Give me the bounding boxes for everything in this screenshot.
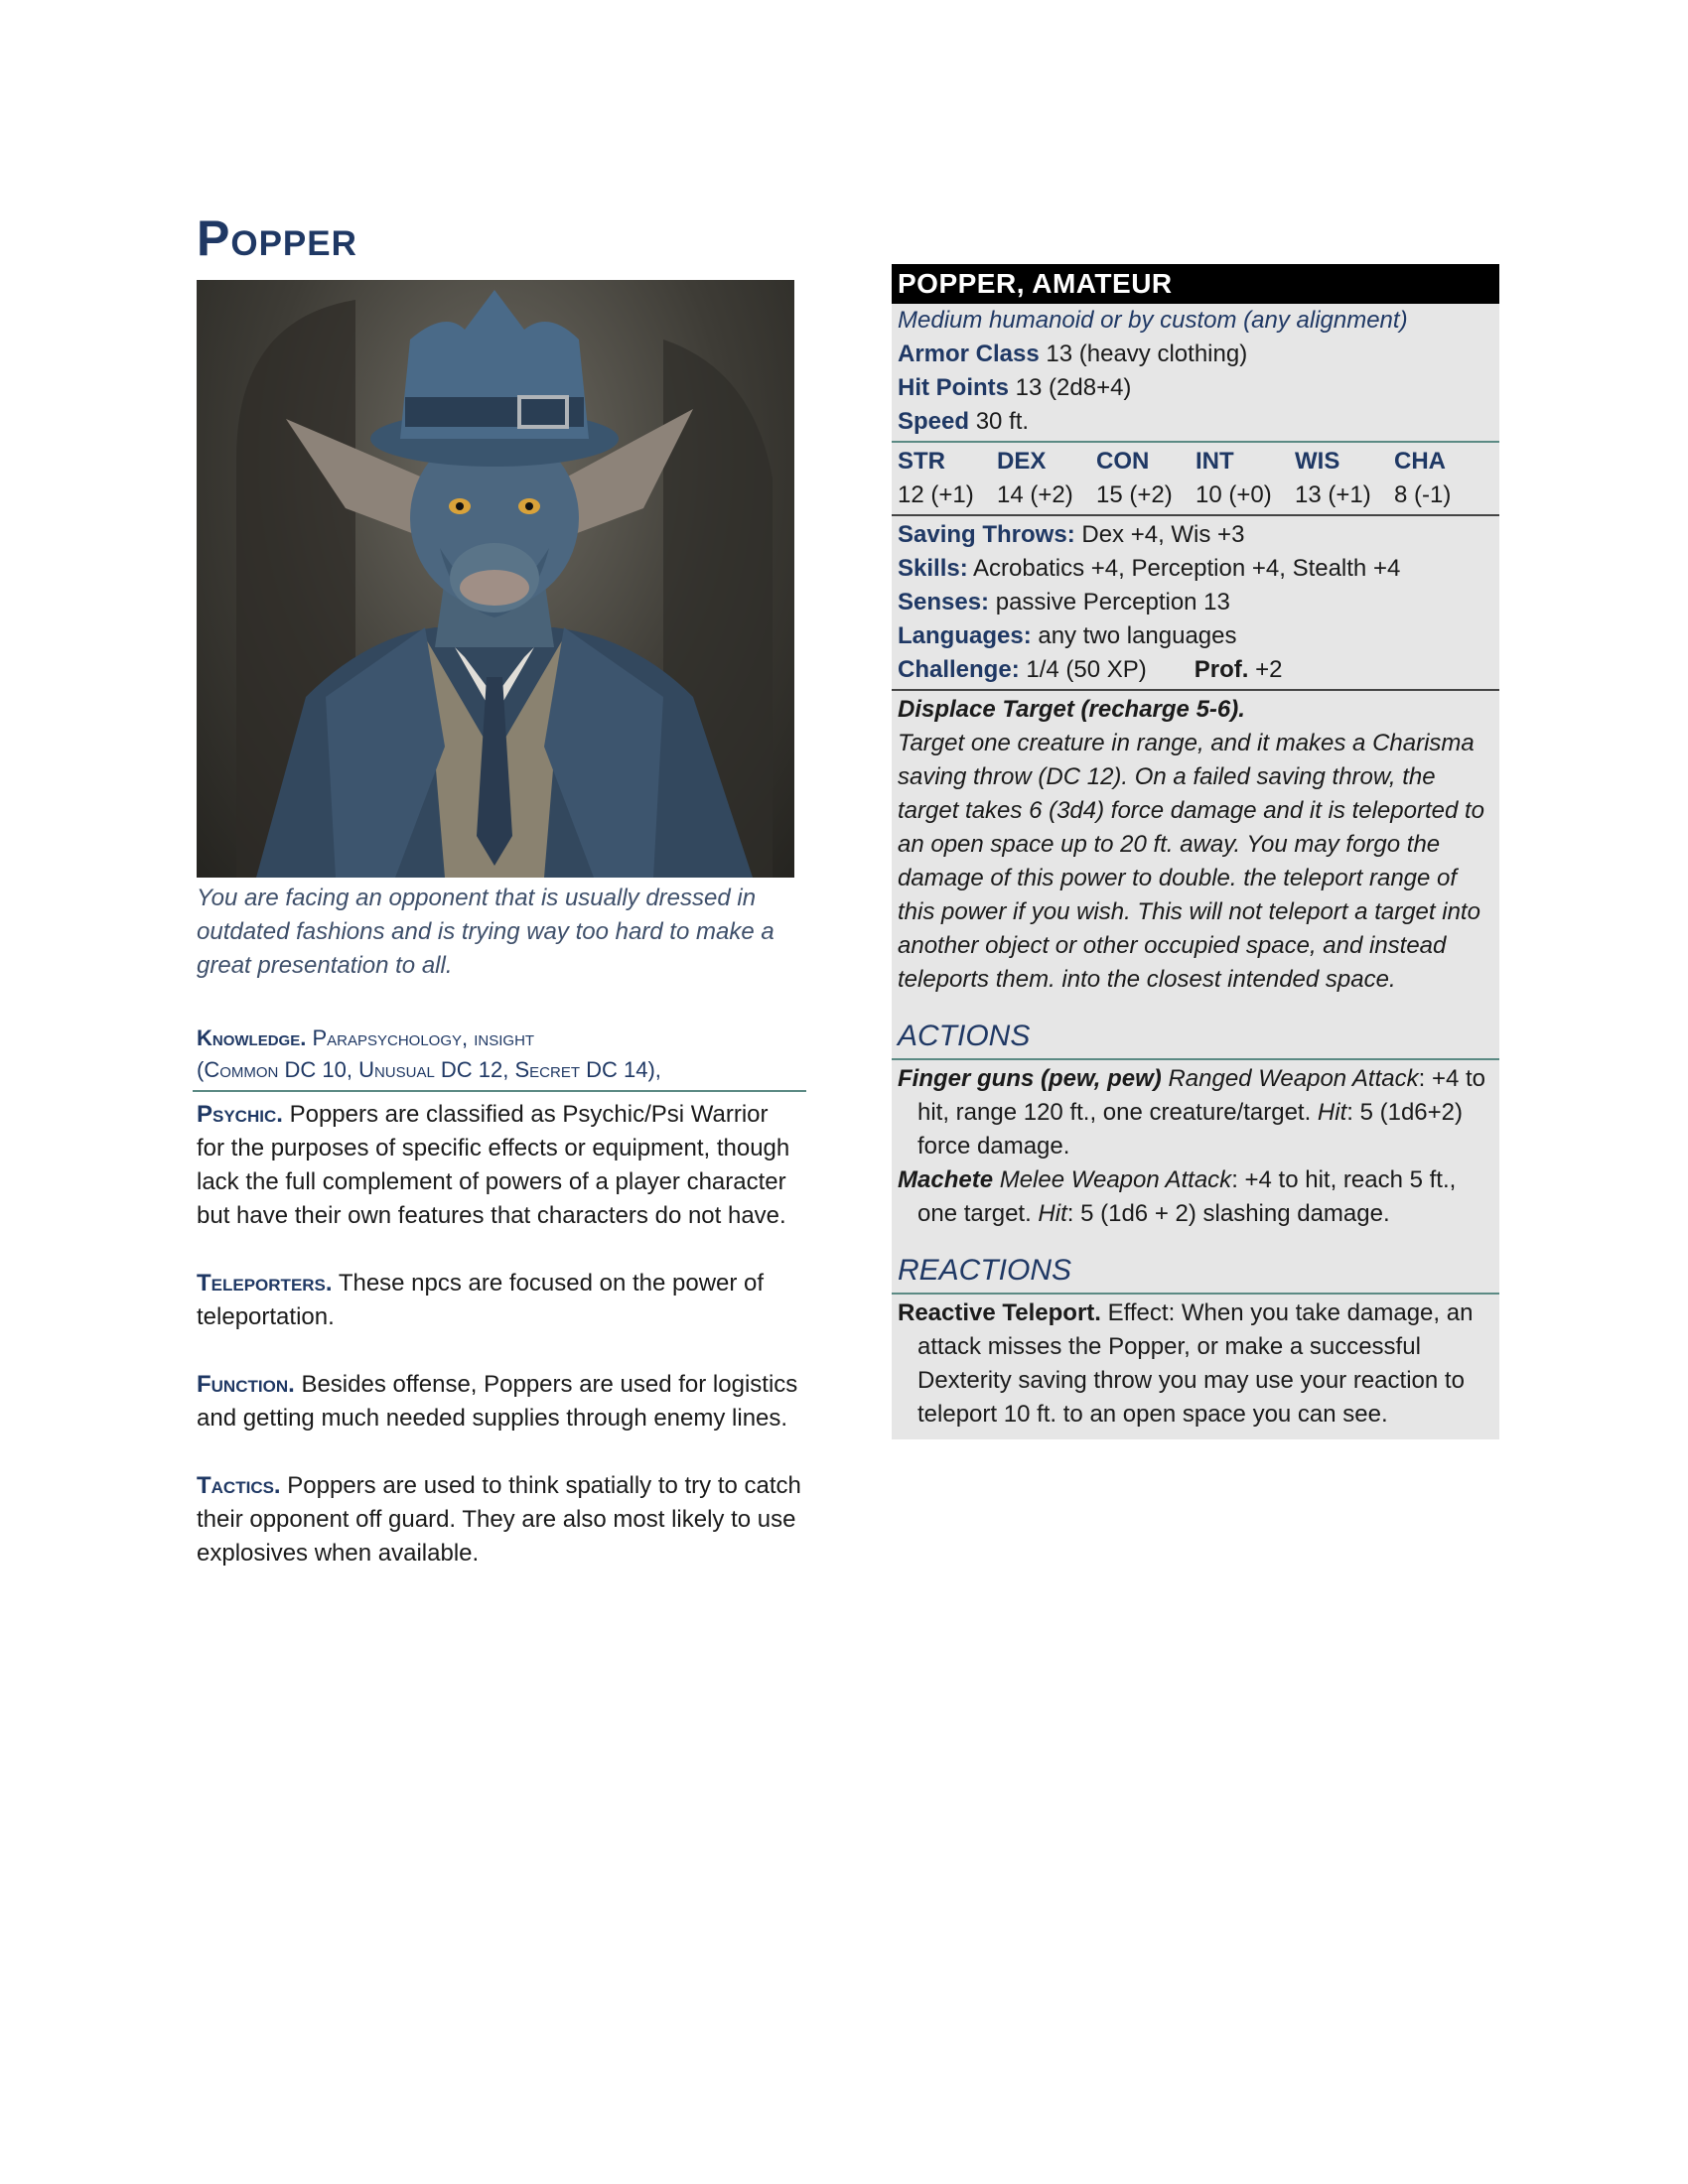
action-type: Ranged Weapon Attack [1161,1065,1419,1092]
paragraph-text: Besides offense, Poppers are used for logistics and getting much needed supplies through enemy lines. [197,1371,798,1432]
action-damage: : 5 (1d6 + 2) slashing damage. [1066,1200,1390,1227]
action-name: Finger guns (pew, pew) [898,1065,1162,1092]
armor-class-label: Armor Class [898,341,1040,367]
senses-line [898,586,1493,619]
ability-int-value: 10 (+0) [1196,481,1272,508]
action-type: Melee Weapon Attack [993,1166,1232,1193]
action-text: : +4 to hit, reach 5 ft., one target. [917,1166,1457,1227]
divider [892,689,1499,691]
displace-text: Target one creature in range, and it makes a Charisma saving throw (DC 12). On a failed saving throw, the target takes 6 (3d4) force damage and it is teleported to an open space up to 20 ft. away. You may forgo the damage of this power to double. the teleport range of this power if you wish. This will not teleport a target into another object or other occupied space, and instead teleports them. into the closest intended space. [898,730,1485,993]
paragraph-text: Poppers are classified as Psychic/Psi Warrior for the purposes of specific effects or equipment, though lack the full complement of powers of a player character but have their own features that characters do not have. [197,1101,790,1229]
stat-block [892,264,1499,1439]
saving-throws-label: Saving Throws: [898,521,1075,548]
actions-title: ACTIONS [898,1020,1031,1052]
displace-title: Displace Target (recharge 5-6). [898,696,1245,723]
divider [892,1293,1499,1295]
senses-label: Senses: [898,589,990,615]
ability-con-value: 15 (+2) [1096,481,1173,508]
languages-label: Languages: [898,622,1032,649]
page-title: Popper [197,210,357,266]
knowledge-block [197,1023,802,1086]
senses-value: passive Perception 13 [989,589,1230,615]
ability-dex-label: DEX [997,448,1047,475]
paragraph-lead: Tactics. [197,1472,281,1499]
paragraph-lead: Psychic. [197,1101,283,1128]
speed-value: 30 ft. [969,408,1030,435]
speed-label: Speed [898,408,970,435]
speed-line [898,405,1493,439]
ability-wis-value: 13 (+1) [1295,481,1371,508]
left-column [197,199,802,1604]
portrait-caption: You are facing an opponent that is usually dressed in outdated fashions and is trying way too hard to make a great presentation to all. [197,885,774,979]
saving-throws-value: Dex +4, Wis +3 [1074,521,1245,548]
ability-str-label: STR [898,448,945,475]
hit-points-label: Hit Points [898,374,1009,401]
ability-int-label: INT [1196,448,1234,475]
skills-value: Acrobatics +4, Perception +4, Stealth +4 [967,555,1401,582]
action-damage: : 5 (1d6+2) force damage. [917,1099,1464,1160]
action-text: : +4 to hit, range 120 ft., one creature/target. [917,1065,1486,1126]
psychic-paragraph [197,1098,802,1233]
skills-label: Skills: [898,555,968,582]
function-paragraph [197,1368,802,1435]
reactions-title: REACTIONS [898,1254,1072,1287]
ability-cha-value: 8 (-1) [1394,481,1452,508]
ability-dex-value: 14 (+2) [997,481,1073,508]
hit-points-line [898,371,1493,405]
armor-class-line [898,338,1493,371]
paragraph-lead: Function. [197,1371,295,1398]
challenge-value: 1/4 (50 XP) [1019,656,1147,683]
reaction-text: Effect: When you take damage, an attack misses the Popper, or make a successful Dexterity saving throw you may use your reaction to teleport 10 ft. to an open space you can see. [917,1299,1474,1428]
action-hit: Hit [1317,1099,1347,1126]
hit-points-value: 13 (2d8+4) [1009,374,1132,401]
saving-throws-line [898,518,1493,552]
reaction-name: Reactive Teleport. [898,1299,1101,1326]
creature-portrait-illustration [197,280,794,878]
action-hit: Hit [1038,1200,1067,1227]
teleporters-paragraph [197,1267,802,1334]
divider [892,441,1499,443]
knowledge-label: Knowledge. [197,1025,307,1050]
knowledge-topics: Parapsychology, insight [312,1025,535,1050]
ability-values [898,478,1493,512]
ability-wis-label: WIS [1295,448,1340,475]
paragraph-text: Poppers are used to think spatially to try to catch their opponent off guard. They are also most likely to use explosives when available. [197,1472,801,1567]
divider [892,1058,1499,1060]
armor-class-value: 13 (heavy clothing) [1039,341,1248,367]
paragraph-lead: Teleporters. [197,1270,333,1297]
languages-value: any two languages [1031,622,1237,649]
prof-label: Prof. [1194,656,1249,683]
stat-block-name: POPPER, AMATEUR [892,264,1499,304]
reaction-reactive-teleport [898,1297,1493,1432]
knowledge-dcs: (Common DC 10, Unusual DC 12, Secret DC 14), [197,1057,661,1082]
divider [892,514,1499,516]
action-finger-guns [898,1062,1493,1163]
ability-headers [898,445,1493,478]
creature-type: Medium humanoid or by custom (any alignment) [898,307,1408,334]
paragraph-text: These npcs are focused on the power of teleportation. [197,1270,765,1330]
ability-cha-label: CHA [1394,448,1446,475]
creature-portrait [197,280,794,878]
challenge-line [898,653,1493,687]
action-machete [898,1163,1493,1231]
prof-value: +2 [1248,656,1283,683]
challenge-label: Challenge: [898,656,1020,683]
ability-con-label: CON [1096,448,1150,475]
tactics-paragraph [197,1469,802,1570]
action-name: Machete [898,1166,994,1193]
languages-line [898,619,1493,653]
section-divider [193,1090,806,1092]
skills-line [898,552,1493,586]
ability-str-value: 12 (+1) [898,481,974,508]
